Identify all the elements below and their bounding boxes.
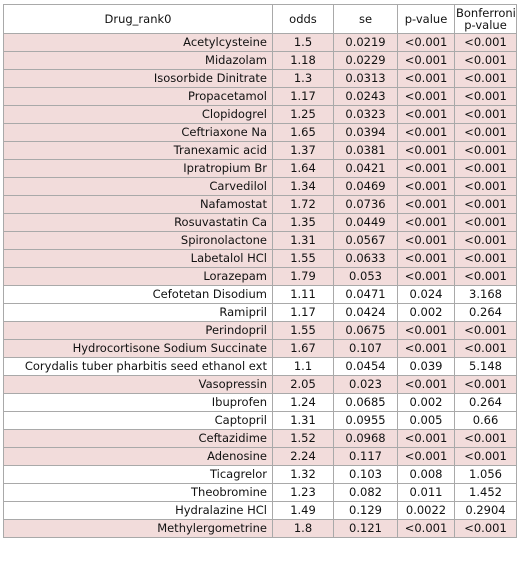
cell-odds: 1.17	[273, 304, 334, 322]
cell-se: 0.129	[334, 502, 398, 520]
cell-drug: Captopril	[4, 412, 273, 430]
cell-drug: Ibuprofen	[4, 394, 273, 412]
cell-drug: Ticagrelor	[4, 466, 273, 484]
cell-p-value: 0.0022	[398, 502, 455, 520]
cell-odds: 1.1	[273, 358, 334, 376]
cell-p-value: <0.001	[398, 268, 455, 286]
cell-drug: Ceftriaxone Na	[4, 124, 273, 142]
cell-drug: Rosuvastatin Ca	[4, 214, 273, 232]
cell-drug: Ramipril	[4, 304, 273, 322]
cell-p-value: <0.001	[398, 196, 455, 214]
cell-bonferroni-p-value: <0.001	[455, 214, 517, 232]
cell-odds: 1.5	[273, 34, 334, 52]
cell-bonferroni-p-value: <0.001	[455, 250, 517, 268]
cell-odds: 2.05	[273, 376, 334, 394]
cell-se: 0.0421	[334, 160, 398, 178]
cell-odds: 1.79	[273, 268, 334, 286]
cell-se: 0.0313	[334, 70, 398, 88]
cell-se: 0.0323	[334, 106, 398, 124]
table-row	[4, 466, 517, 484]
cell-bonferroni-p-value: 0.264	[455, 394, 517, 412]
cell-bonferroni-p-value: <0.001	[455, 70, 517, 88]
cell-se: 0.121	[334, 520, 398, 538]
table-row	[4, 34, 517, 52]
table-row	[4, 520, 517, 538]
cell-odds: 1.65	[273, 124, 334, 142]
cell-se: 0.082	[334, 484, 398, 502]
cell-p-value: <0.001	[398, 88, 455, 106]
cell-p-value: <0.001	[398, 178, 455, 196]
cell-bonferroni-p-value: 3.168	[455, 286, 517, 304]
cell-drug: Midazolam	[4, 52, 273, 70]
cell-drug: Methylergometrine	[4, 520, 273, 538]
cell-drug: Acetylcysteine	[4, 34, 273, 52]
table-body	[4, 34, 517, 538]
cell-drug: Hydrocortisone Sodium Succinate	[4, 340, 273, 358]
cell-se: 0.0955	[334, 412, 398, 430]
cell-bonferroni-p-value: <0.001	[455, 520, 517, 538]
table-row	[4, 358, 517, 376]
cell-drug: Labetalol HCl	[4, 250, 273, 268]
cell-bonferroni-p-value: <0.001	[455, 322, 517, 340]
table-row	[4, 178, 517, 196]
cell-se: 0.0454	[334, 358, 398, 376]
cell-bonferroni-p-value: 0.264	[455, 304, 517, 322]
cell-bonferroni-p-value: <0.001	[455, 448, 517, 466]
cell-p-value: <0.001	[398, 106, 455, 124]
cell-odds: 1.72	[273, 196, 334, 214]
cell-se: 0.107	[334, 340, 398, 358]
cell-p-value: <0.001	[398, 430, 455, 448]
header-se: se	[334, 5, 398, 34]
cell-p-value: <0.001	[398, 448, 455, 466]
cell-drug: Hydralazine HCl	[4, 502, 273, 520]
table-row	[4, 52, 517, 70]
cell-odds: 1.31	[273, 412, 334, 430]
cell-odds: 1.64	[273, 160, 334, 178]
cell-odds: 1.25	[273, 106, 334, 124]
cell-odds: 1.23	[273, 484, 334, 502]
cell-se: 0.0567	[334, 232, 398, 250]
cell-se: 0.0449	[334, 214, 398, 232]
cell-odds: 1.8	[273, 520, 334, 538]
cell-bonferroni-p-value: <0.001	[455, 106, 517, 124]
cell-p-value: <0.001	[398, 250, 455, 268]
cell-drug: Ceftazidime	[4, 430, 273, 448]
header-row	[4, 5, 517, 34]
cell-p-value: 0.002	[398, 394, 455, 412]
cell-p-value: 0.039	[398, 358, 455, 376]
drug-odds-table	[3, 4, 517, 538]
table-row	[4, 412, 517, 430]
cell-bonferroni-p-value: <0.001	[455, 160, 517, 178]
cell-bonferroni-p-value: <0.001	[455, 34, 517, 52]
header-p-value: p-value	[398, 5, 455, 34]
cell-se: 0.0229	[334, 52, 398, 70]
table-row	[4, 232, 517, 250]
header-drug: Drug_rank0	[4, 5, 273, 34]
cell-p-value: <0.001	[398, 376, 455, 394]
cell-p-value: 0.002	[398, 304, 455, 322]
table-row	[4, 322, 517, 340]
table-row	[4, 88, 517, 106]
table-row	[4, 268, 517, 286]
cell-odds: 1.11	[273, 286, 334, 304]
cell-bonferroni-p-value: <0.001	[455, 142, 517, 160]
table-row	[4, 448, 517, 466]
cell-se: 0.0675	[334, 322, 398, 340]
table-row	[4, 286, 517, 304]
cell-se: 0.0471	[334, 286, 398, 304]
cell-p-value: 0.011	[398, 484, 455, 502]
cell-p-value: <0.001	[398, 232, 455, 250]
cell-drug: Theobromine	[4, 484, 273, 502]
cell-bonferroni-p-value: <0.001	[455, 430, 517, 448]
header-bonferroni-p-value: Bonferroni p-value	[456, 6, 516, 32]
cell-odds: 1.17	[273, 88, 334, 106]
cell-drug: Propacetamol	[4, 88, 273, 106]
cell-se: 0.0736	[334, 196, 398, 214]
table-row	[4, 70, 517, 88]
cell-se: 0.0424	[334, 304, 398, 322]
table-row	[4, 160, 517, 178]
table-row	[4, 142, 517, 160]
cell-p-value: <0.001	[398, 160, 455, 178]
cell-odds: 1.31	[273, 232, 334, 250]
table-header	[4, 5, 517, 34]
cell-bonferroni-p-value: 5.148	[455, 358, 517, 376]
cell-odds: 1.24	[273, 394, 334, 412]
cell-bonferroni-p-value: <0.001	[455, 340, 517, 358]
cell-bonferroni-p-value: <0.001	[455, 376, 517, 394]
cell-odds: 1.35	[273, 214, 334, 232]
cell-drug: Lorazepam	[4, 268, 273, 286]
cell-odds: 1.49	[273, 502, 334, 520]
cell-odds: 1.67	[273, 340, 334, 358]
table-row	[4, 124, 517, 142]
cell-p-value: <0.001	[398, 142, 455, 160]
cell-se: 0.0381	[334, 142, 398, 160]
cell-odds: 1.18	[273, 52, 334, 70]
cell-drug: Adenosine	[4, 448, 273, 466]
cell-se: 0.053	[334, 268, 398, 286]
cell-p-value: <0.001	[398, 340, 455, 358]
cell-se: 0.103	[334, 466, 398, 484]
cell-bonferroni-p-value: <0.001	[455, 196, 517, 214]
cell-bonferroni-p-value: 1.452	[455, 484, 517, 502]
table-row	[4, 502, 517, 520]
cell-se: 0.0243	[334, 88, 398, 106]
results-table-container	[3, 4, 517, 538]
cell-bonferroni-p-value: <0.001	[455, 52, 517, 70]
cell-odds: 1.55	[273, 250, 334, 268]
cell-bonferroni-p-value: <0.001	[455, 178, 517, 196]
cell-p-value: 0.024	[398, 286, 455, 304]
cell-drug: Carvedilol	[4, 178, 273, 196]
cell-p-value: <0.001	[398, 124, 455, 142]
table-row	[4, 196, 517, 214]
cell-bonferroni-p-value: 0.66	[455, 412, 517, 430]
cell-p-value: <0.001	[398, 520, 455, 538]
cell-p-value: <0.001	[398, 34, 455, 52]
cell-bonferroni-p-value: <0.001	[455, 232, 517, 250]
cell-drug: Tranexamic acid	[4, 142, 273, 160]
table-row	[4, 340, 517, 358]
cell-drug: Ipratropium Br	[4, 160, 273, 178]
cell-se: 0.0633	[334, 250, 398, 268]
cell-drug: Corydalis tuber pharbitis seed ethanol ext	[4, 358, 273, 376]
cell-drug: Cefotetan Disodium	[4, 286, 273, 304]
cell-bonferroni-p-value: <0.001	[455, 124, 517, 142]
cell-p-value: <0.001	[398, 322, 455, 340]
cell-se: 0.0219	[334, 34, 398, 52]
cell-bonferroni-p-value: <0.001	[455, 268, 517, 286]
cell-drug: Clopidogrel	[4, 106, 273, 124]
table-row	[4, 394, 517, 412]
cell-odds: 1.37	[273, 142, 334, 160]
table-row	[4, 250, 517, 268]
cell-odds: 1.3	[273, 70, 334, 88]
cell-odds: 2.24	[273, 448, 334, 466]
header-odds: odds	[273, 5, 334, 34]
cell-odds: 1.32	[273, 466, 334, 484]
cell-se: 0.0469	[334, 178, 398, 196]
cell-se: 0.023	[334, 376, 398, 394]
cell-se: 0.0394	[334, 124, 398, 142]
cell-drug: Spironolactone	[4, 232, 273, 250]
table-row	[4, 214, 517, 232]
cell-p-value: 0.008	[398, 466, 455, 484]
cell-bonferroni-p-value: <0.001	[455, 88, 517, 106]
table-row	[4, 484, 517, 502]
cell-se: 0.117	[334, 448, 398, 466]
cell-se: 0.0968	[334, 430, 398, 448]
cell-p-value: <0.001	[398, 214, 455, 232]
cell-bonferroni-p-value: 0.2904	[455, 502, 517, 520]
table-row	[4, 304, 517, 322]
cell-drug: Isosorbide Dinitrate	[4, 70, 273, 88]
table-row	[4, 106, 517, 124]
cell-odds: 1.52	[273, 430, 334, 448]
cell-drug: Perindopril	[4, 322, 273, 340]
cell-p-value: 0.005	[398, 412, 455, 430]
table-row	[4, 430, 517, 448]
cell-p-value: <0.001	[398, 70, 455, 88]
table-row	[4, 376, 517, 394]
cell-drug: Nafamostat	[4, 196, 273, 214]
cell-odds: 1.55	[273, 322, 334, 340]
cell-bonferroni-p-value: 1.056	[455, 466, 517, 484]
cell-se: 0.0685	[334, 394, 398, 412]
cell-odds: 1.34	[273, 178, 334, 196]
cell-drug: Vasopressin	[4, 376, 273, 394]
cell-p-value: <0.001	[398, 52, 455, 70]
